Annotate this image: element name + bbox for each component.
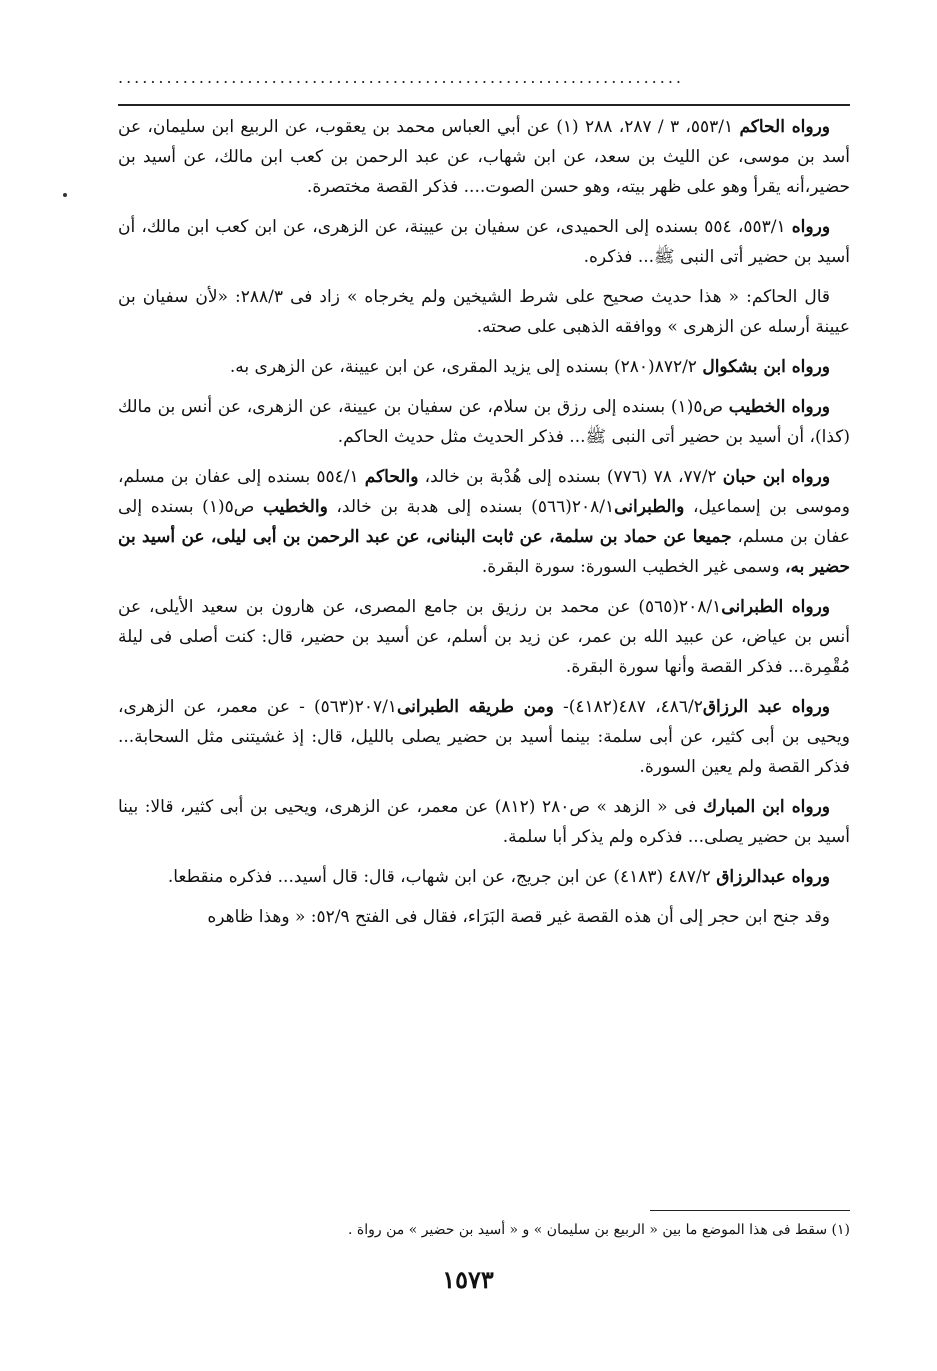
paragraph-ibn-hibban bbox=[118, 462, 850, 582]
footnote-rule bbox=[650, 1210, 850, 1211]
paragraph-bold: والطبرانى bbox=[614, 497, 685, 517]
paragraph-hakim-humaydi bbox=[118, 212, 850, 272]
paragraph-abd-al-razzaq bbox=[118, 692, 850, 782]
paragraph-text: ٥٥٤/١ بسنده إلى عفان بن مسلم، وموسى بن إسماعيل، bbox=[118, 467, 851, 517]
paragraph-bold: ومن طريقه الطبرانى bbox=[396, 697, 554, 717]
margin-dot bbox=[63, 193, 67, 197]
paragraph-hakim bbox=[118, 112, 850, 202]
paragraph-bold: والخطيب bbox=[262, 497, 328, 517]
paragraph-text: وسمى غير الخطيب السورة: سورة البقرة. bbox=[481, 557, 785, 577]
paragraph-text: ٢٠٨/١(٥٦٥) عن محمد بن رزيق بن جامع المصرى، عن هارون بن سعيد الأيلى، عن أنس بن عياض، عن عبيد الله بن عمر، عن زيد بن أسلم، عن أسيد بن حضير، قال: كنت أصلى فى ليلة مُقْمِرة... فذكر القصة وأنها سورة البقرة. bbox=[118, 597, 850, 677]
paragraph-text: ٥٥٣/١، ٣ / ٢٨٧، ٢٨٨ (١) عن أبي العباس محمد بن يعقوب، عن الربيع ابن سليمان، عن أسد بن موسى، عن الليث بن سعد، عن ابن شهاب، عن عبد الرحمن بن كعب ابن مالك، عن أسيد بن حضير،أنه يقرأ وهو على ظهر بيته، وهو حسن الصوت.... فذكر القصة مختصرة. bbox=[118, 117, 850, 197]
paragraph-tabarani bbox=[118, 592, 850, 682]
paragraph-text: ٥٥٣/١، ٥٥٤ بسنده إلى الحميدى، عن سفيان بن عيينة، عن الزهرى، عن ابن كعب ابن مالك، أن أسيد بن حضير أتى النبى ﷺ... فذكره. bbox=[118, 217, 850, 267]
paragraph-lead: ورواه عبدالرزاق bbox=[716, 867, 830, 887]
paragraph-lead: ورواه الحاكم bbox=[739, 117, 830, 137]
paragraph-text: وقد جنح ابن حجر إلى أن هذه القصة غير قصة البَرَاء، فقال فى الفتح ٥٢/٩: « وهذا ظاهره bbox=[207, 907, 830, 927]
paragraph-lead: ورواه الطبرانى bbox=[721, 597, 830, 617]
paragraph-text: ٤٨٦/٢، ٤٨٧(٤١٨٢)- bbox=[553, 697, 703, 717]
paragraph-text: ٤٨٧/٢ (٤١٨٣) عن ابن جريج، عن ابن شهاب، قال: قال أسيد... فذكره منقطعا. bbox=[167, 867, 717, 887]
paragraph-text: قال الحاكم: « هذا حديث صحيح على شرط الشيخين ولم يخرجاه » زاد فى ٢٨٨/٣: «لأن سفيان بن عيينة أرسله عن الزهرى » ووافقه الذهبى على صحته. bbox=[118, 287, 850, 337]
page-number: ١٥٧٣ bbox=[442, 1265, 494, 1294]
paragraph-lead: ورواه ابن المبارك bbox=[702, 797, 830, 817]
paragraph-bold: والحاكم bbox=[364, 467, 419, 487]
paragraph-khatib bbox=[118, 392, 850, 452]
paragraph-text: ٨٧٢/٢(٢٨٠) بسنده إلى يزيد المقرى، عن ابن عيينة، عن الزهرى به. bbox=[229, 357, 703, 377]
paragraph-bold: جميعا عن حماد بن سلمة، عن ثابت البنانى، عن عبد الرحمن بن أبى ليلى، عن أسيد بن حضير به، bbox=[118, 527, 850, 577]
paragraph-ibn-al-mubarak bbox=[118, 792, 850, 852]
paragraph-lead: ورواه ابن حبان bbox=[722, 467, 831, 487]
header-rule bbox=[118, 104, 850, 106]
footnote: (١) سقط فى هذا الموضع ما بين « الربيع بن سليمان » و « أسيد بن حضير » من رواة . bbox=[347, 1222, 850, 1238]
paragraph-lead: ورواه bbox=[791, 217, 831, 237]
main-text bbox=[118, 112, 850, 942]
paragraph-text: ص٥(١) بسنده إلى رزق بن سلام، عن سفيان بن عيينة، عن الزهرى، عن أنس بن مالك (كذا)، أن أسيد بن حضير أتى النبى ﷺ... فذكر الحديث مثل حديث الحاكم. bbox=[118, 397, 850, 447]
paragraph-text: ٢٠٨/١(٥٦٦) بسنده إلى هدبة بن خالد، bbox=[327, 497, 615, 517]
paragraph-abd-al-razzaq-2 bbox=[118, 862, 850, 892]
header-dotted-line: ...................................................................... bbox=[118, 68, 685, 87]
paragraph-hakim-comment bbox=[118, 282, 850, 342]
paragraph-text: فى « الزهد » ص٢٨٠ (٨١٢) عن معمر، عن الزهرى، ويحيى بن أبى كثير، قالا: بينا أسيد بن حضير يصلى... فذكره ولم يذكر أبا سلمة. bbox=[118, 797, 850, 847]
paragraph-ibn-hajar bbox=[118, 902, 850, 932]
paragraph-text: ٢٠٧/١(٥٦٣) - عن معمر، عن الزهرى، ويحيى بن أبى كثير، عن أبى سلمة: بينما أسيد بن حضير يصلى بالليل، قال: إذ غشيتنى مثل السحابة... فذكر القصة ولم يعين السورة. bbox=[118, 697, 850, 777]
paragraph-lead: ورواه الخطيب bbox=[728, 397, 830, 417]
paragraph-text: ٧٧/٢، ٧٨ (٧٧٦) بسنده إلى هُدْبة بن خالد، bbox=[418, 467, 723, 487]
paragraph-ibn-bashkuwal bbox=[118, 352, 850, 382]
paragraph-text: ص٥(١) بسنده إلى عفان بن مسلم، bbox=[118, 497, 850, 547]
paragraph-lead: ورواه ابن بشكوال bbox=[702, 357, 830, 377]
paragraph-lead: ورواه عبد الرزاق bbox=[702, 697, 831, 717]
